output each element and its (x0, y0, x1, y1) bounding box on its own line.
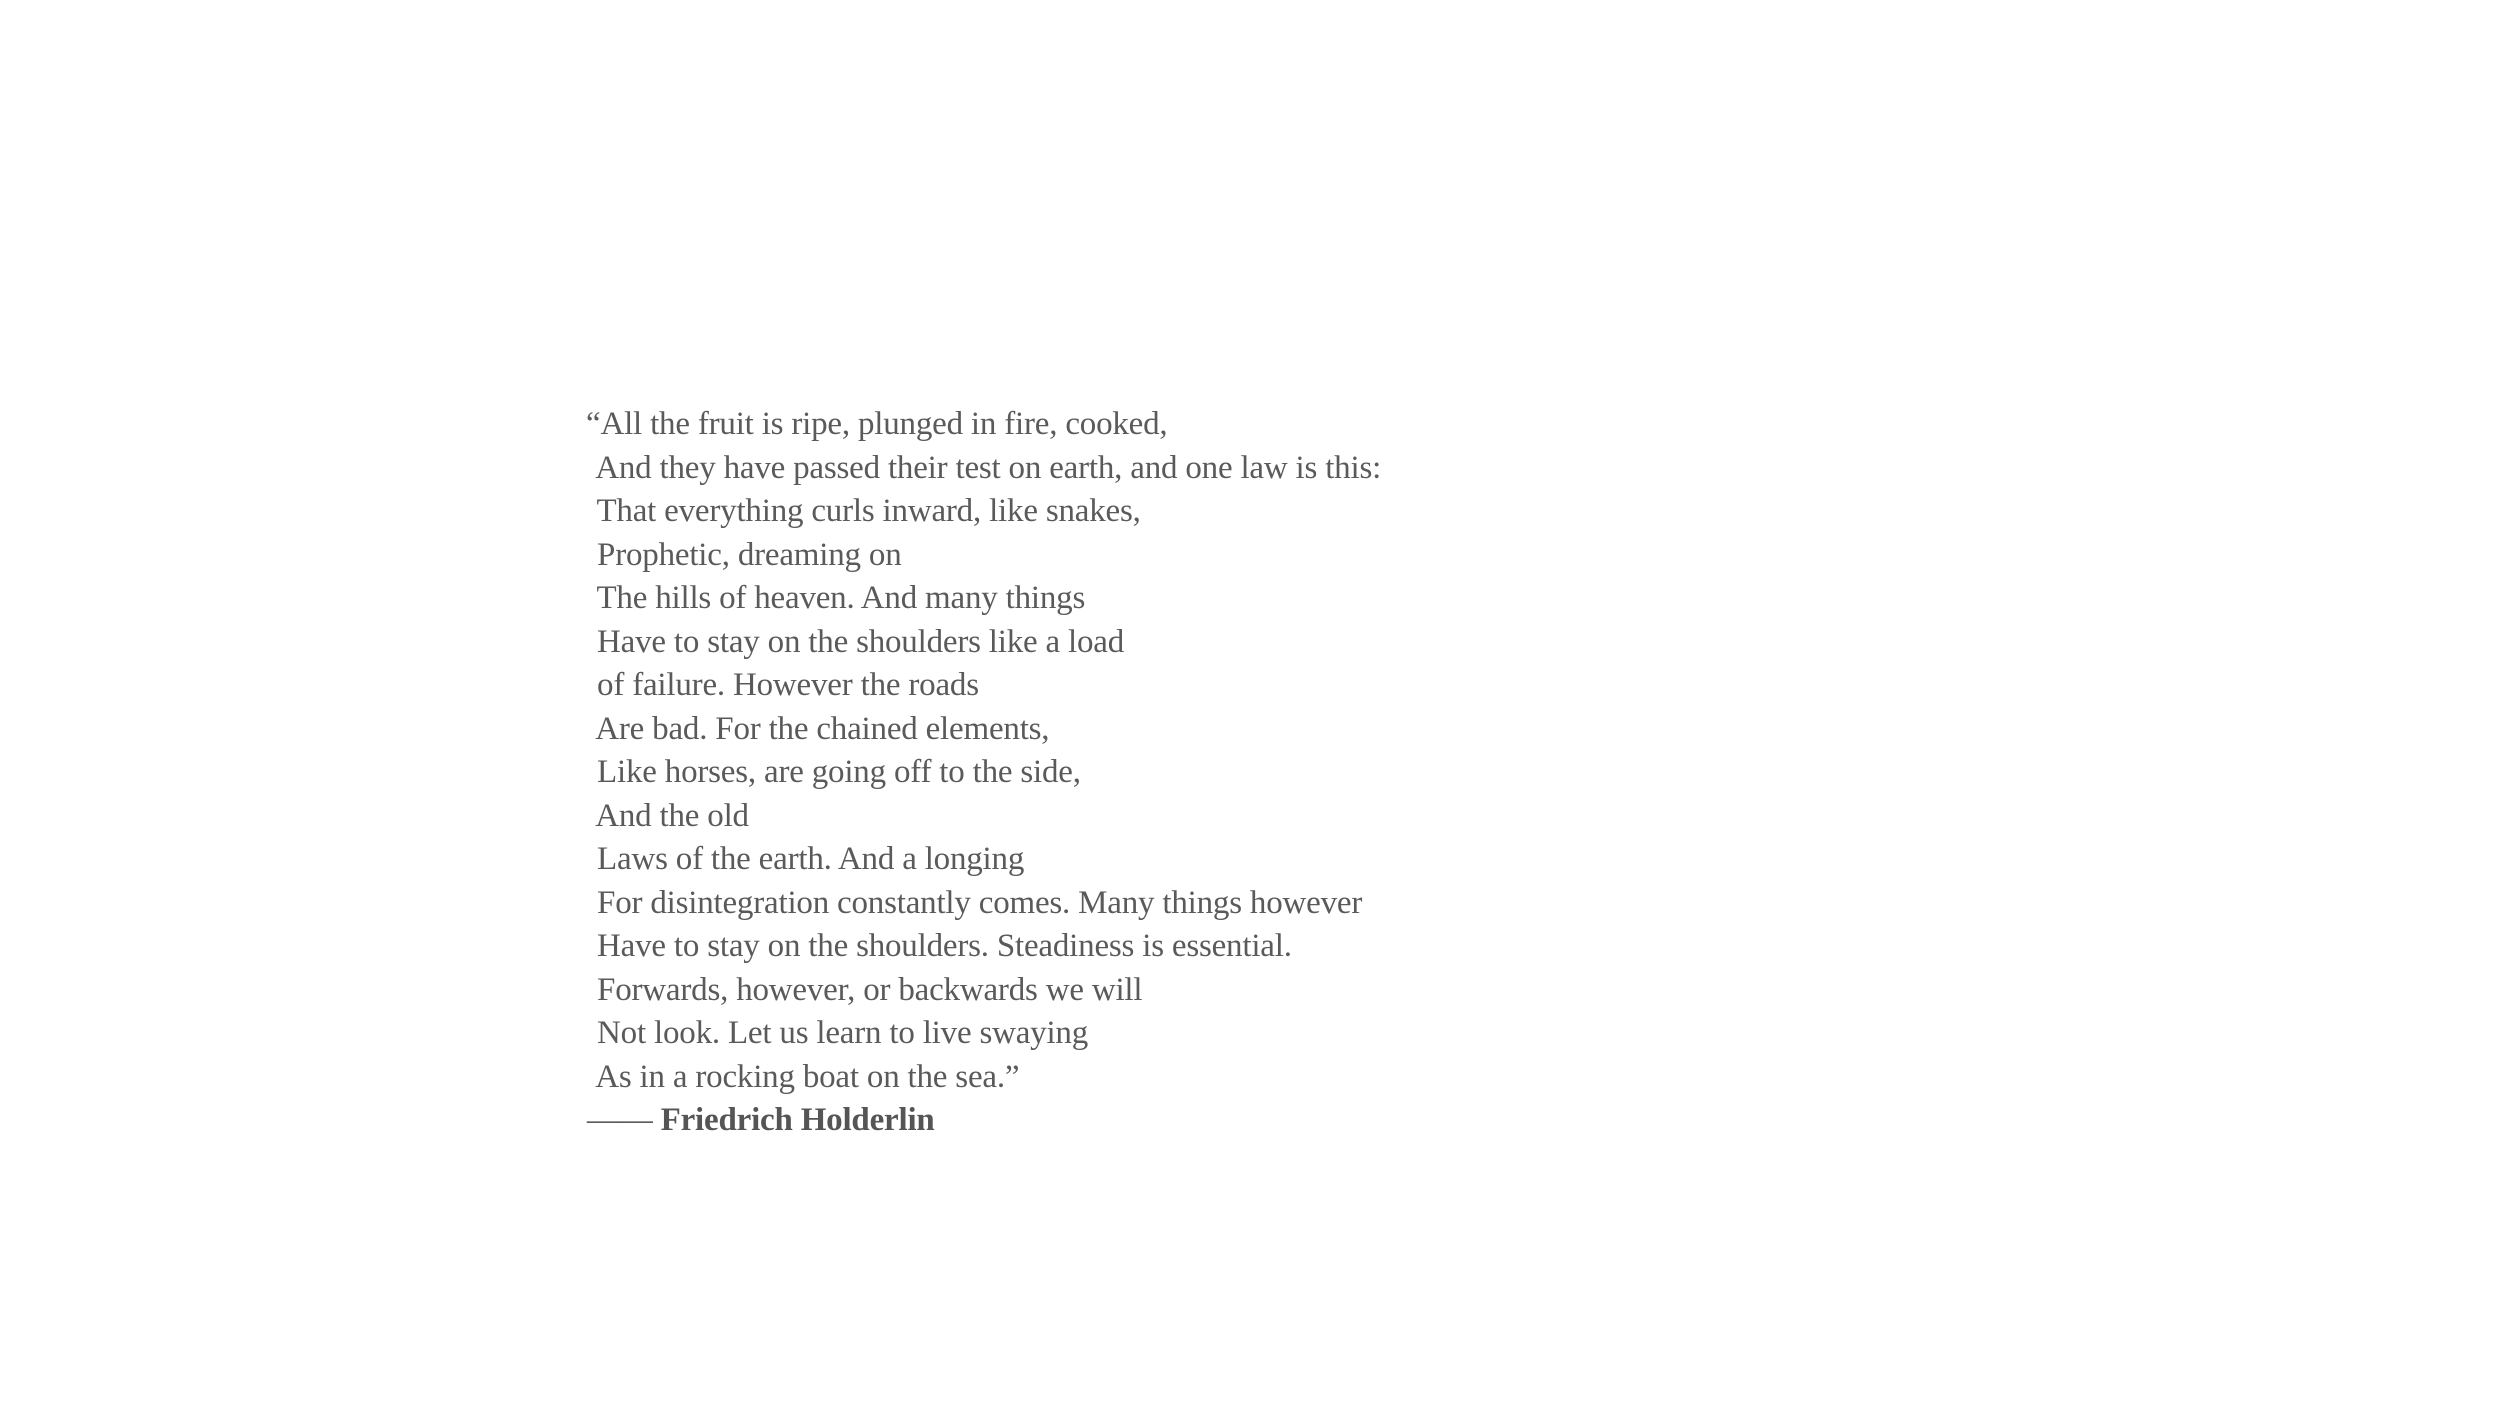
poem-line: Are bad. For the chained elements, (589, 710, 1050, 747)
poem-line: That everything curls inward, like snakes, (589, 493, 1141, 529)
poem-line: And they have passed their test on earth, and one law is this: (589, 449, 1382, 486)
author-name: Friedrich Holderlin (660, 1102, 935, 1138)
poem-line: “All the fruit is ripe, plunged in fire, cooked, (586, 406, 1168, 442)
poem-line: As in a rocking boat on the sea.” (589, 1058, 1020, 1095)
attribution-dash: —— (587, 1102, 661, 1138)
poem-line: Like horses, are going off to the side, (589, 754, 1081, 790)
poem-line: The hills of heaven. And many things (589, 580, 1086, 616)
quote-attribution (587, 1099, 1789, 1143)
poem-line: of failure. However the roads (589, 667, 979, 703)
poem-line: And the old (589, 797, 749, 834)
poem-line: For disintegration constantly comes. Many things however (589, 884, 1363, 921)
poem-line: Have to stay on the shoulders like a load (589, 623, 1125, 660)
poem-line: Not look. Let us learn to live swaying (589, 1015, 1089, 1051)
quote-block (586, 403, 1789, 1143)
poem-line: Prophetic, dreaming on (589, 536, 902, 573)
poem-line: Forwards, however, or backwards we will (589, 971, 1143, 1008)
poem-line: Laws of the earth. And a longing (589, 841, 1025, 877)
poem-line: Have to stay on the shoulders. Steadiness is essential. (589, 928, 1292, 964)
